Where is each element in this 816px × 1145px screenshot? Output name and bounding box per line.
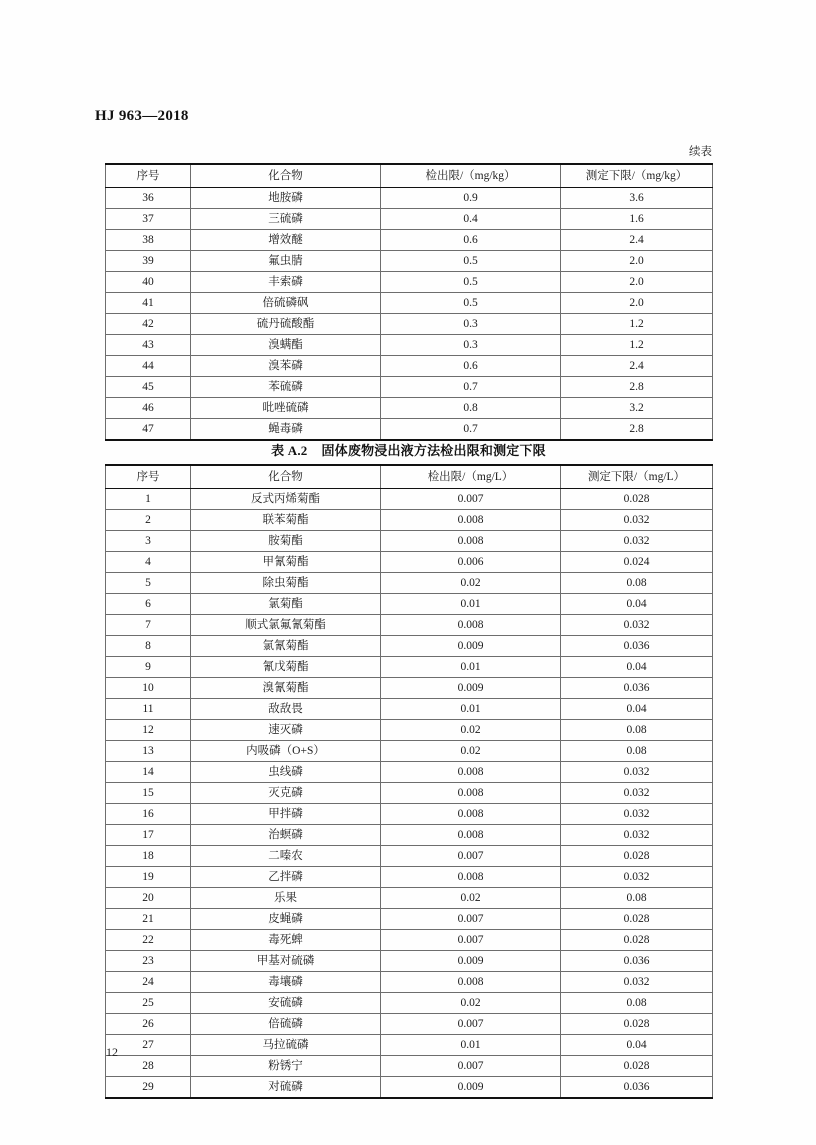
table-row <box>106 272 713 293</box>
cell-detection-limit: 0.02 <box>381 720 561 741</box>
cell-compound: 氟虫腈 <box>191 251 381 272</box>
cell-quantitation-limit: 0.028 <box>561 930 713 951</box>
table-row <box>106 1014 713 1035</box>
cell-quantitation-limit: 0.032 <box>561 804 713 825</box>
cell-quantitation-limit: 1.6 <box>561 209 713 230</box>
cell-quantitation-limit: 2.8 <box>561 419 713 441</box>
table-a2-body <box>106 489 713 1099</box>
cell-compound: 硫丹硫酸酯 <box>191 314 381 335</box>
table-row <box>106 678 713 699</box>
table-row <box>106 741 713 762</box>
cell-detection-limit: 0.5 <box>381 272 561 293</box>
cell-quantitation-limit: 0.028 <box>561 1014 713 1035</box>
cell-detection-limit: 0.7 <box>381 377 561 398</box>
cell-index: 5 <box>106 573 191 594</box>
cell-quantitation-limit: 0.032 <box>561 510 713 531</box>
table-row <box>106 251 713 272</box>
cell-compound: 敌敌畏 <box>191 699 381 720</box>
cell-compound: 粉锈宁 <box>191 1056 381 1077</box>
table-row <box>106 510 713 531</box>
cell-compound: 氰戊菊酯 <box>191 657 381 678</box>
cell-quantitation-limit: 0.04 <box>561 594 713 615</box>
standard-code-header: HJ 963—2018 <box>95 108 189 124</box>
cell-index: 43 <box>106 335 191 356</box>
cell-compound: 甲拌磷 <box>191 804 381 825</box>
cell-detection-limit: 0.5 <box>381 293 561 314</box>
cell-quantitation-limit: 2.8 <box>561 377 713 398</box>
table-row <box>106 356 713 377</box>
cell-detection-limit: 0.7 <box>381 419 561 441</box>
table-a2-caption <box>105 440 712 459</box>
table-row <box>106 867 713 888</box>
table-row <box>106 699 713 720</box>
table-row <box>106 804 713 825</box>
cell-index: 29 <box>106 1077 191 1099</box>
table-row <box>106 657 713 678</box>
cell-index: 36 <box>106 188 191 209</box>
cell-detection-limit: 0.008 <box>381 762 561 783</box>
cell-compound: 除虫菊酯 <box>191 573 381 594</box>
table-row <box>106 489 713 510</box>
cell-detection-limit: 0.5 <box>381 251 561 272</box>
cell-index: 3 <box>106 531 191 552</box>
cell-compound: 马拉硫磷 <box>191 1035 381 1056</box>
cell-compound: 溴螨酯 <box>191 335 381 356</box>
cell-detection-limit: 0.006 <box>381 552 561 573</box>
cell-index: 15 <box>106 783 191 804</box>
cell-index: 10 <box>106 678 191 699</box>
column-header-compound: 化合物 <box>191 465 381 489</box>
cell-quantitation-limit: 0.032 <box>561 531 713 552</box>
cell-detection-limit: 0.008 <box>381 531 561 552</box>
table-a2-caption-text: 固体废物浸出液方法检出限和测定下限 <box>321 443 546 458</box>
cell-detection-limit: 0.007 <box>381 930 561 951</box>
cell-index: 8 <box>106 636 191 657</box>
cell-index: 14 <box>106 762 191 783</box>
table-header-row <box>106 164 713 188</box>
cell-index: 26 <box>106 1014 191 1035</box>
cell-quantitation-limit: 1.2 <box>561 314 713 335</box>
cell-detection-limit: 0.6 <box>381 356 561 377</box>
cell-quantitation-limit: 2.4 <box>561 356 713 377</box>
cell-compound: 联苯菊酯 <box>191 510 381 531</box>
cell-compound: 内吸磷（O+S） <box>191 741 381 762</box>
cell-index: 7 <box>106 615 191 636</box>
cell-index: 38 <box>106 230 191 251</box>
cell-quantitation-limit: 0.036 <box>561 678 713 699</box>
cell-detection-limit: 0.007 <box>381 1056 561 1077</box>
cell-index: 18 <box>106 846 191 867</box>
column-header-index: 序号 <box>106 164 191 188</box>
cell-compound: 甲氰菊酯 <box>191 552 381 573</box>
cell-quantitation-limit: 0.08 <box>561 741 713 762</box>
table-a1-header <box>106 164 713 188</box>
column-header-quantitation-limit: 测定下限/（mg/kg） <box>561 164 713 188</box>
cell-quantitation-limit: 0.032 <box>561 972 713 993</box>
cell-index: 37 <box>106 209 191 230</box>
cell-detection-limit: 0.008 <box>381 972 561 993</box>
cell-compound: 倍硫磷 <box>191 1014 381 1035</box>
cell-index: 28 <box>106 1056 191 1077</box>
cell-compound: 蝇毒磷 <box>191 419 381 441</box>
cell-compound: 乐果 <box>191 888 381 909</box>
cell-quantitation-limit: 2.0 <box>561 293 713 314</box>
cell-index: 39 <box>106 251 191 272</box>
table-a1-detection-limits <box>105 163 713 441</box>
cell-index: 24 <box>106 972 191 993</box>
table-row <box>106 419 713 441</box>
table-row <box>106 783 713 804</box>
cell-compound: 皮蝇磷 <box>191 909 381 930</box>
cell-compound: 增效醚 <box>191 230 381 251</box>
cell-index: 4 <box>106 552 191 573</box>
cell-quantitation-limit: 0.04 <box>561 1035 713 1056</box>
cell-detection-limit: 0.007 <box>381 909 561 930</box>
cell-compound: 乙拌磷 <box>191 867 381 888</box>
cell-quantitation-limit: 3.2 <box>561 398 713 419</box>
cell-index: 9 <box>106 657 191 678</box>
cell-index: 40 <box>106 272 191 293</box>
column-header-quantitation-limit: 测定下限/（mg/L） <box>561 465 713 489</box>
cell-detection-limit: 0.009 <box>381 678 561 699</box>
table-row <box>106 314 713 335</box>
table-row <box>106 825 713 846</box>
cell-compound: 甲基对硫磷 <box>191 951 381 972</box>
table-row <box>106 720 713 741</box>
cell-compound: 毒死蜱 <box>191 930 381 951</box>
cell-detection-limit: 0.009 <box>381 951 561 972</box>
cell-index: 46 <box>106 398 191 419</box>
cell-detection-limit: 0.02 <box>381 741 561 762</box>
cell-index: 27 <box>106 1035 191 1056</box>
cell-detection-limit: 0.01 <box>381 699 561 720</box>
cell-detection-limit: 0.6 <box>381 230 561 251</box>
table-row <box>106 531 713 552</box>
cell-compound: 胺菊酯 <box>191 531 381 552</box>
table-a1-body <box>106 188 713 441</box>
cell-compound: 氯菊酯 <box>191 594 381 615</box>
table-row <box>106 762 713 783</box>
cell-index: 25 <box>106 993 191 1014</box>
cell-index: 45 <box>106 377 191 398</box>
cell-quantitation-limit: 0.08 <box>561 888 713 909</box>
table-a2-leachate-limits <box>105 464 713 1099</box>
table-row <box>106 594 713 615</box>
cell-detection-limit: 0.009 <box>381 636 561 657</box>
table-row <box>106 209 713 230</box>
cell-quantitation-limit: 3.6 <box>561 188 713 209</box>
cell-compound: 反式丙烯菊酯 <box>191 489 381 510</box>
column-header-detection-limit: 检出限/（mg/kg） <box>381 164 561 188</box>
cell-quantitation-limit: 0.028 <box>561 489 713 510</box>
table-row <box>106 972 713 993</box>
cell-index: 2 <box>106 510 191 531</box>
cell-quantitation-limit: 0.028 <box>561 1056 713 1077</box>
table-row <box>106 230 713 251</box>
cell-detection-limit: 0.02 <box>381 888 561 909</box>
cell-detection-limit: 0.008 <box>381 615 561 636</box>
continued-table-label: 续表 <box>689 146 712 158</box>
cell-quantitation-limit: 0.028 <box>561 909 713 930</box>
table-row <box>106 1035 713 1056</box>
table-row <box>106 335 713 356</box>
cell-detection-limit: 0.007 <box>381 489 561 510</box>
cell-quantitation-limit: 0.08 <box>561 993 713 1014</box>
cell-detection-limit: 0.008 <box>381 825 561 846</box>
cell-detection-limit: 0.008 <box>381 783 561 804</box>
cell-detection-limit: 0.009 <box>381 1077 561 1099</box>
cell-index: 6 <box>106 594 191 615</box>
table-row <box>106 951 713 972</box>
table-header-row <box>106 465 713 489</box>
column-header-detection-limit: 检出限/（mg/L） <box>381 465 561 489</box>
table-row <box>106 552 713 573</box>
cell-compound: 倍硫磷砜 <box>191 293 381 314</box>
cell-quantitation-limit: 0.036 <box>561 1077 713 1099</box>
column-header-compound: 化合物 <box>191 164 381 188</box>
cell-index: 1 <box>106 489 191 510</box>
table-row <box>106 1077 713 1099</box>
cell-quantitation-limit: 0.032 <box>561 783 713 804</box>
cell-index: 11 <box>106 699 191 720</box>
cell-detection-limit: 0.02 <box>381 573 561 594</box>
page-number: 12 <box>106 1045 118 1059</box>
cell-detection-limit: 0.01 <box>381 594 561 615</box>
cell-detection-limit: 0.3 <box>381 314 561 335</box>
cell-quantitation-limit: 0.032 <box>561 825 713 846</box>
cell-quantitation-limit: 0.036 <box>561 636 713 657</box>
cell-index: 19 <box>106 867 191 888</box>
cell-index: 23 <box>106 951 191 972</box>
cell-quantitation-limit: 0.032 <box>561 615 713 636</box>
cell-compound: 吡唑硫磷 <box>191 398 381 419</box>
cell-detection-limit: 0.008 <box>381 804 561 825</box>
table-row <box>106 1056 713 1077</box>
cell-compound: 虫线磷 <box>191 762 381 783</box>
cell-detection-limit: 0.01 <box>381 1035 561 1056</box>
table-row <box>106 930 713 951</box>
cell-compound: 地胺磷 <box>191 188 381 209</box>
table-a2-caption-number: 表 A.2 <box>271 443 308 458</box>
column-header-index: 序号 <box>106 465 191 489</box>
cell-detection-limit: 0.007 <box>381 846 561 867</box>
table-row <box>106 615 713 636</box>
cell-compound: 溴苯磷 <box>191 356 381 377</box>
cell-compound: 对硫磷 <box>191 1077 381 1099</box>
cell-detection-limit: 0.4 <box>381 209 561 230</box>
cell-index: 22 <box>106 930 191 951</box>
cell-compound: 毒壤磷 <box>191 972 381 993</box>
cell-index: 21 <box>106 909 191 930</box>
cell-quantitation-limit: 0.032 <box>561 762 713 783</box>
cell-detection-limit: 0.008 <box>381 510 561 531</box>
cell-detection-limit: 0.9 <box>381 188 561 209</box>
cell-quantitation-limit: 0.036 <box>561 951 713 972</box>
cell-quantitation-limit: 0.04 <box>561 699 713 720</box>
cell-quantitation-limit: 0.04 <box>561 657 713 678</box>
cell-index: 17 <box>106 825 191 846</box>
table-row <box>106 293 713 314</box>
cell-index: 42 <box>106 314 191 335</box>
cell-quantitation-limit: 0.032 <box>561 867 713 888</box>
table-row <box>106 398 713 419</box>
cell-quantitation-limit: 0.028 <box>561 846 713 867</box>
cell-detection-limit: 0.3 <box>381 335 561 356</box>
cell-compound: 苯硫磷 <box>191 377 381 398</box>
cell-compound: 氯氰菊酯 <box>191 636 381 657</box>
cell-index: 47 <box>106 419 191 441</box>
cell-index: 16 <box>106 804 191 825</box>
cell-compound: 速灭磷 <box>191 720 381 741</box>
cell-compound: 灭克磷 <box>191 783 381 804</box>
cell-compound: 治螟磷 <box>191 825 381 846</box>
cell-compound: 安硫磷 <box>191 993 381 1014</box>
cell-compound: 溴氰菊酯 <box>191 678 381 699</box>
cell-detection-limit: 0.008 <box>381 867 561 888</box>
cell-detection-limit: 0.8 <box>381 398 561 419</box>
table-row <box>106 888 713 909</box>
table-row <box>106 846 713 867</box>
table-row <box>106 993 713 1014</box>
cell-index: 44 <box>106 356 191 377</box>
cell-compound: 丰索磷 <box>191 272 381 293</box>
cell-compound: 顺式氯氟氰菊酯 <box>191 615 381 636</box>
cell-quantitation-limit: 0.08 <box>561 720 713 741</box>
cell-quantitation-limit: 2.0 <box>561 251 713 272</box>
cell-quantitation-limit: 0.024 <box>561 552 713 573</box>
cell-quantitation-limit: 1.2 <box>561 335 713 356</box>
table-row <box>106 573 713 594</box>
table-a2-header <box>106 465 713 489</box>
cell-index: 20 <box>106 888 191 909</box>
cell-detection-limit: 0.007 <box>381 1014 561 1035</box>
cell-detection-limit: 0.01 <box>381 657 561 678</box>
table-row <box>106 188 713 209</box>
cell-index: 41 <box>106 293 191 314</box>
cell-index: 12 <box>106 720 191 741</box>
table-row <box>106 377 713 398</box>
cell-index: 13 <box>106 741 191 762</box>
cell-compound: 三硫磷 <box>191 209 381 230</box>
cell-detection-limit: 0.02 <box>381 993 561 1014</box>
table-row <box>106 636 713 657</box>
cell-quantitation-limit: 2.4 <box>561 230 713 251</box>
cell-quantitation-limit: 2.0 <box>561 272 713 293</box>
cell-compound: 二嗪农 <box>191 846 381 867</box>
cell-quantitation-limit: 0.08 <box>561 573 713 594</box>
table-row <box>106 909 713 930</box>
